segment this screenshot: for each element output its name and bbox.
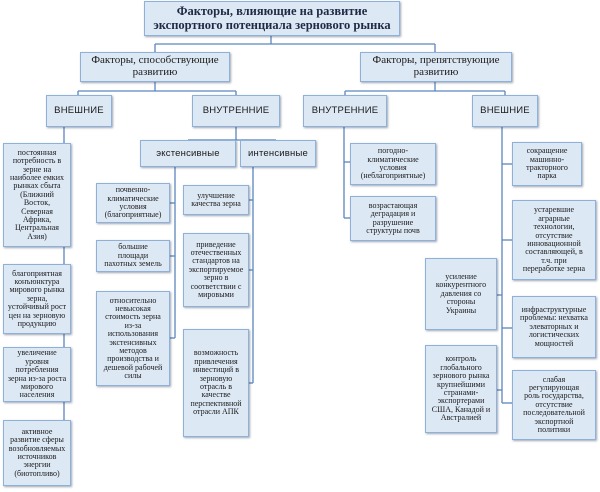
- branch-hindering-factors: Факторы, препятствующие развитию: [360, 52, 512, 82]
- extensive-item-2: большие площади пахотных земель: [96, 240, 170, 272]
- extensive-item-3: относительно невысокая стоимость зерна из-за использования экстенсивных методов производства и дешевой рабочей силы: [96, 291, 170, 386]
- group-internal-hindering: ВНУТРЕННИЕ: [303, 95, 387, 127]
- external-hindering-item-state-role: слабая регулирующая роль государства, отсутствие последовательной экспортной политики: [512, 370, 596, 440]
- diagram-title: Факторы, влияющие на развитие экспортного потенциала зернового рынка: [144, 1, 400, 36]
- group-internal-promoting: ВНУТРЕННИЕ: [192, 95, 280, 127]
- extensive-item-1: почвенно- климатические условия (благоприятные): [96, 183, 170, 223]
- group-external-hindering: ВНЕШНИЕ: [472, 95, 538, 127]
- external-hindering-item-technologies: устаревшие аграрные технологии, отсутствие инновационной составляющей, в т.ч. при переработке зерна: [512, 200, 596, 280]
- intensive-item-3: возможность привлечения инвестиций в зерновую отрасль в качестве перспективной отрасли АПК: [183, 329, 249, 437]
- intensive-item-1: улучшение качества зерна: [183, 185, 249, 215]
- subgroup-extensive: экстенсивные: [140, 140, 236, 167]
- group-external-promoting: ВНЕШНИЕ: [46, 95, 112, 127]
- external-hindering-item-global-control: контроль глобального зернового рынка крупнейшими странами- экспортерами США, Канадой и Австралией: [425, 345, 497, 433]
- external-promoting-item-3: увеличение уровня потребления зерна из-за роста мирового населения: [3, 347, 71, 402]
- intensive-item-2: приведение отечественных стандартов на экспортируемое зерно в соответствии с мировыми: [183, 233, 249, 307]
- subgroup-intensive: интенсивные: [240, 140, 316, 167]
- external-hindering-item-infrastructure: инфраструктурные проблемы: нехватка элеваторных и логистических мощностей: [512, 296, 596, 358]
- internal-hindering-item-1: погодно- климатические условия (неблагоприятные): [350, 143, 436, 185]
- internal-hindering-item-2: возрастающая деградация и разрушение структуры почв: [350, 196, 436, 241]
- external-promoting-item-2: благоприятная конъюнктура мирового рынка зерна, устойчивый рост цен на зерновую продукцию: [3, 264, 71, 334]
- external-hindering-item-machinery: сокращение машинно- тракторного парка: [512, 142, 582, 186]
- external-hindering-item-ukraine: усиление конкурентного давления со стороны Украины: [425, 258, 497, 330]
- external-promoting-item-1: постоянная потребность в зерне на наиболее емких рынках сбыта (Ближний Восток, Северная Африка, Центральная Азия): [3, 143, 71, 247]
- external-promoting-item-4: активное развитие сферы возобновляемых источников энергии (биотопливо): [3, 420, 71, 486]
- branch-promoting-factors: Факторы, способствующие развитию: [80, 52, 230, 82]
